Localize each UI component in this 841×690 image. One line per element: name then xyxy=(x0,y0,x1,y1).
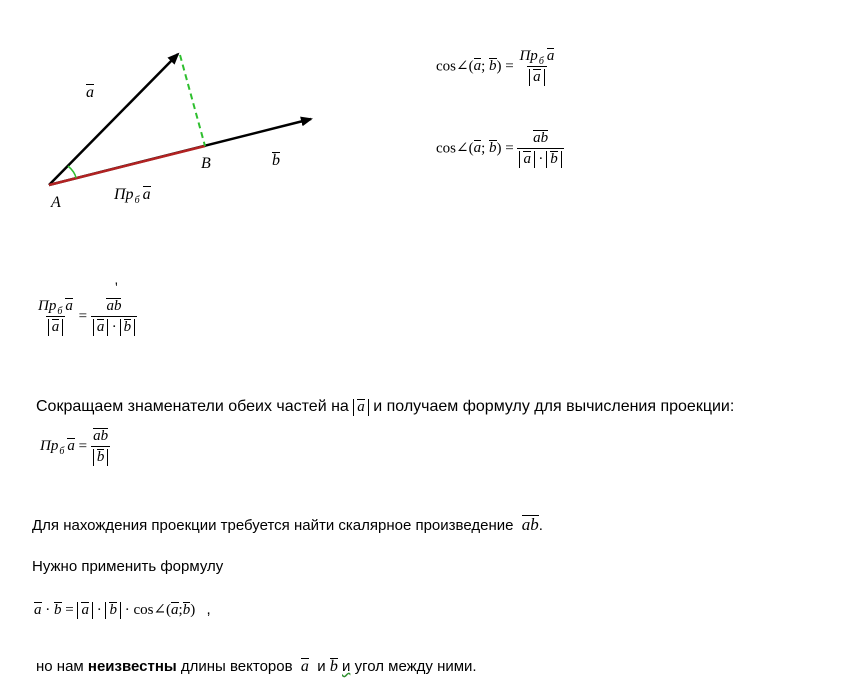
unknown-bold: неизвестны xyxy=(87,658,177,675)
label-vector-a: a xyxy=(86,84,94,101)
reduce-text: Сокращаем знаменатели обеих частей на a и получаем формулу для вычисления проекции: xyxy=(36,398,735,415)
and-underlined: и xyxy=(342,658,351,675)
projection-segment xyxy=(49,146,205,185)
vector-figure xyxy=(30,38,330,228)
formula-projection-result: $Пр_б$ a = $\frac{ab}{b}$ xyxy=(40,428,110,466)
vector-diagram xyxy=(30,38,330,228)
need-product-text: Для нахождения проекции требуется найти скалярное произведение ab. xyxy=(32,515,543,534)
label-projection: $Пр_б$ a xyxy=(114,186,151,206)
formula-equality: $\frac{Пр_б a}{a}$ = $\frac{ab}{a \cdot b}$ xyxy=(36,298,137,336)
label-vector-b: b xyxy=(272,152,280,169)
apply-formula-text: Нужно применить формулу xyxy=(32,558,224,575)
formula-cos-dot: cos∠(a; b) = $\frac{ab}{a \cdot b}$ xyxy=(436,130,564,168)
angle-arc xyxy=(68,166,76,178)
formula-dot-product: a · b = a · b · cos∠(a;b) , xyxy=(34,601,211,618)
unknown-text: но нам неизвестны длины векторов a и b и угол между ними. xyxy=(36,658,477,675)
vector-a-line xyxy=(49,54,178,185)
label-point-b: B xyxy=(201,155,211,172)
perpendicular-dashed xyxy=(180,55,205,146)
label-point-a: A xyxy=(51,194,61,211)
formula-cos-projection: cos∠(a; b) = $\frac{Пр_б a}{a}$ xyxy=(436,48,555,85)
stray-mark: ' xyxy=(115,280,118,296)
